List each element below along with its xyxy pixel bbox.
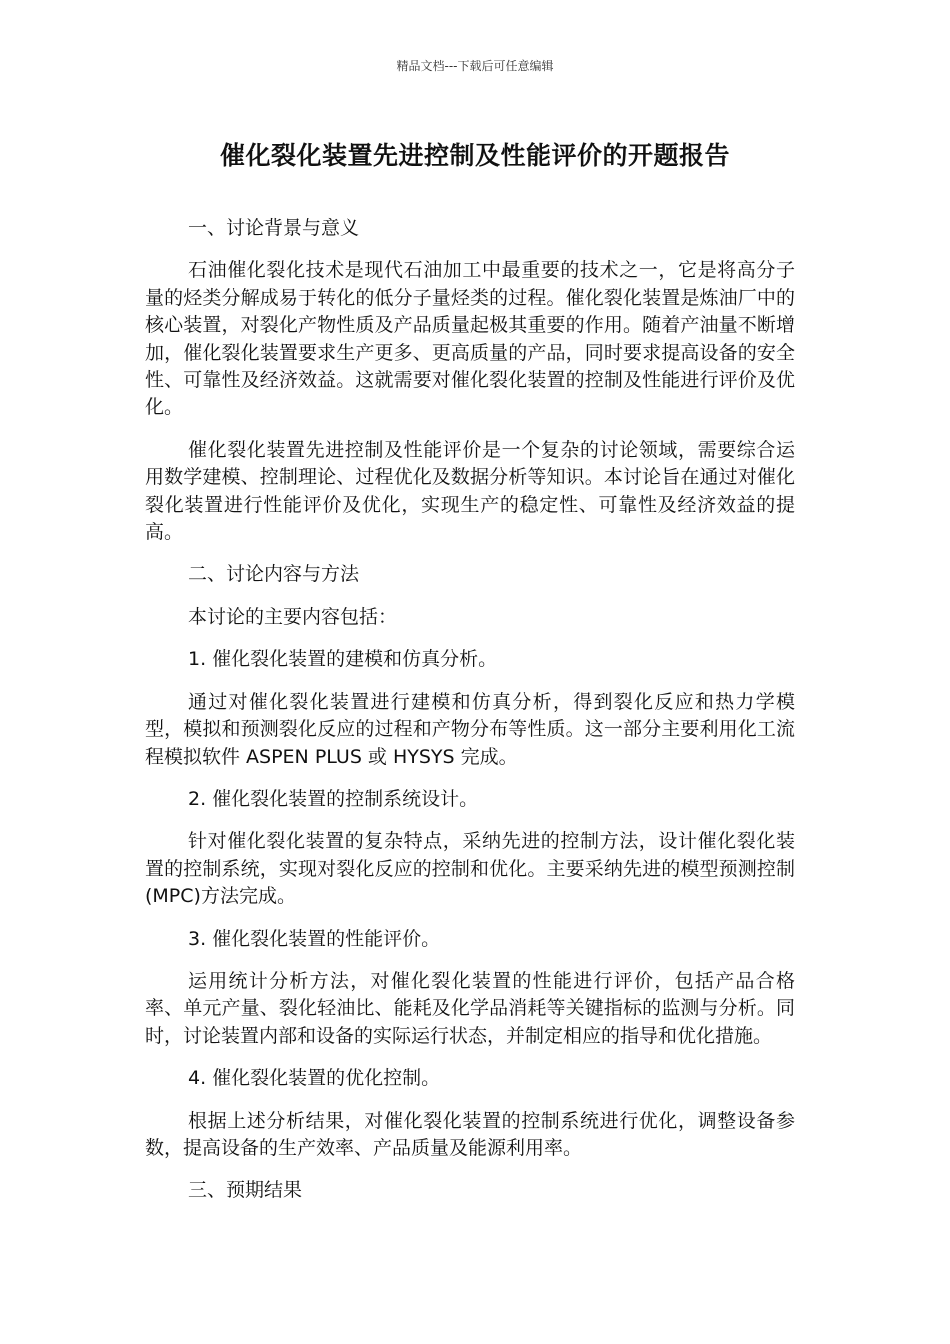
list-item-3: 3. 催化裂化装置的性能评价。 <box>188 927 441 950</box>
paragraph-content-intro: 本讨论的主要内容包括： <box>188 605 398 628</box>
paragraph-item-4: 根据上述分析结果，对催化裂化装置的控制系统进行优化，调整设备参数，提高设备的生产效率、产品质量及能源利用率。 <box>145 1109 795 1159</box>
list-item-4: 4. 催化裂化装置的优化控制。 <box>188 1067 441 1090</box>
document-title: 催化裂化装置先进控制及性能评价的开题报告 <box>219 141 730 170</box>
paragraph-background-2: 催化裂化装置先进控制及性能评价是一个复杂的讨论领域，需要综合运用数学建模、控制理论、过程优化及数据分析等知识。本讨论旨在通过对催化裂化装置进行性能评价及优化，实现生产的稳定性、可靠性及经济效益的提高。 <box>145 438 795 544</box>
section-heading-background: 一、讨论背景与意义 <box>188 217 360 239</box>
list-item-2: 2. 催化裂化装置的控制系统设计。 <box>188 787 479 810</box>
paragraph-background-1: 石油催化裂化技术是现代石油加工中最重要的技术之一，它是将高分子量的烃类分解成易于转化的低分子量烃类的过程。催化裂化装置是炼油厂中的核心装置，对裂化产物性质及产品质量起极其重要的作用。随着产油量不断增加，催化裂化装置要求生产更多、更高质量的产品，同时要求提高设备的安全性、可靠性及经济效益。这就需要对催化裂化装置的控制及性能进行评价及优化。 <box>145 259 795 419</box>
section-heading-content: 二、讨论内容与方法 <box>188 563 360 586</box>
paragraph-item-2: 针对催化裂化装置的复杂特点，采纳先进的控制方法，设计催化裂化装置的控制系统，实现对裂化反应的控制和优化。主要采纳先进的模型预测控制(MPC)方法完成。 <box>145 830 795 908</box>
page-header: 精品文档---下载后可任意编辑 <box>396 59 554 73</box>
list-item-1: 1. 催化裂化装置的建模和仿真分析。 <box>188 648 498 671</box>
paragraph-item-1: 通过对催化裂化装置进行建模和仿真分析，得到裂化反应和热力学模型，模拟和预测裂化反应的过程和产物分布等性质。这一部分主要利用化工流程模拟软件 ASPEN PLUS 或 HYSYS 完成。 <box>145 690 795 768</box>
paragraph-item-3: 运用统计分析方法，对催化裂化装置的性能进行评价，包括产品合格率、单元产量、裂化轻油比、能耗及化学品消耗等关键指标的监测与分析。同时，讨论装置内部和设备的实际运行状态，并制定相应的指导和优化措施。 <box>145 969 795 1047</box>
document-body <box>145 215 795 1220</box>
section-heading-results: 三、预期结果 <box>188 1179 303 1202</box>
